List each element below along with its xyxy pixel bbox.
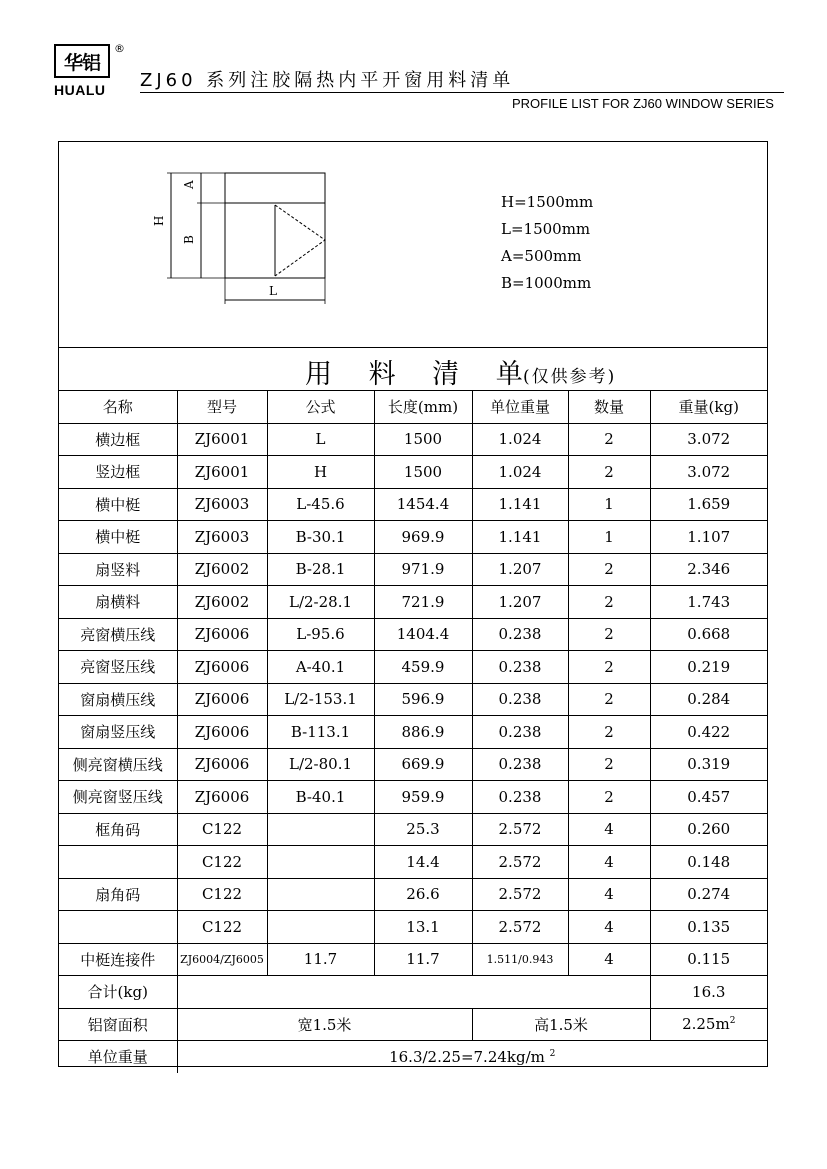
table-cell: 4 xyxy=(568,878,650,911)
table-cell: ZJ6006 xyxy=(177,683,267,716)
profile-list-frame xyxy=(58,141,768,1067)
header-cell: 单位重量 xyxy=(472,391,568,424)
table-cell: 2.346 xyxy=(650,553,767,586)
table-cell: 横边框 xyxy=(59,423,177,456)
table-cell: L-45.6 xyxy=(267,488,374,521)
table-cell: ZJ6001 xyxy=(177,456,267,489)
table-row xyxy=(59,456,767,489)
opening-triangle xyxy=(275,205,325,276)
table-row xyxy=(59,911,767,944)
label-a: A xyxy=(182,180,196,189)
table-cell: 0.238 xyxy=(472,781,568,814)
table-row xyxy=(59,781,767,814)
table-cell: L/2-28.1 xyxy=(267,586,374,619)
table-cell: L/2-80.1 xyxy=(267,748,374,781)
list-title: 用 料 清 单 xyxy=(305,359,537,390)
table-cell: 0.668 xyxy=(650,618,767,651)
table-row xyxy=(59,813,767,846)
table-cell: 669.9 xyxy=(374,748,472,781)
table-cell: 扇竖料 xyxy=(59,553,177,586)
table-row xyxy=(59,846,767,879)
table-cell: 0.274 xyxy=(650,878,767,911)
table-cell: ZJ6006 xyxy=(177,618,267,651)
table-cell: B-113.1 xyxy=(267,716,374,749)
table-cell: 2 xyxy=(568,716,650,749)
table-cell: ZJ6004/ZJ6005 xyxy=(177,943,267,976)
table-cell: 1.207 xyxy=(472,586,568,619)
table-cell: 971.9 xyxy=(374,553,472,586)
table-row xyxy=(59,683,767,716)
header-cell: 长度(mm) xyxy=(374,391,472,424)
table-cell: 459.9 xyxy=(374,651,472,684)
table-cell: L-95.6 xyxy=(267,618,374,651)
table-cell: 扇角码 xyxy=(59,878,177,911)
registered-mark: ® xyxy=(114,42,125,55)
header-cell: 重量(kg) xyxy=(650,391,767,424)
table-cell: 亮窗横压线 xyxy=(59,618,177,651)
table-cell: 0.148 xyxy=(650,846,767,879)
table-cell: ZJ6006 xyxy=(177,748,267,781)
dimension-params xyxy=(501,189,593,297)
unit-label: 单位重量 xyxy=(59,1041,177,1073)
table-row xyxy=(59,943,767,976)
table-cell xyxy=(59,911,177,944)
table-cell: ZJ6001 xyxy=(177,423,267,456)
list-title-row xyxy=(59,347,767,390)
header-cell: 型号 xyxy=(177,391,267,424)
table-cell xyxy=(267,911,374,944)
table-cell: 中梃连接件 xyxy=(59,943,177,976)
table-cell: 596.9 xyxy=(374,683,472,716)
area-row xyxy=(59,1008,767,1041)
table-cell: ZJ6006 xyxy=(177,716,267,749)
table-row xyxy=(59,748,767,781)
table-cell: 侧亮窗竖压线 xyxy=(59,781,177,814)
table-cell xyxy=(267,813,374,846)
param-h: H=1500mm xyxy=(501,193,594,211)
table-cell: 4 xyxy=(568,846,650,879)
table-cell: 0.219 xyxy=(650,651,767,684)
area-value: 2.25m xyxy=(682,1015,730,1034)
table-cell: 4 xyxy=(568,943,650,976)
table-cell: 11.7 xyxy=(267,943,374,976)
table-cell: ZJ6003 xyxy=(177,521,267,554)
table-cell: 2 xyxy=(568,618,650,651)
table-cell: 1.141 xyxy=(472,521,568,554)
table-cell: ZJ6006 xyxy=(177,781,267,814)
header-cell: 名称 xyxy=(59,391,177,424)
table-cell: 3.072 xyxy=(650,423,767,456)
table-cell: 11.7 xyxy=(374,943,472,976)
table-cell: C122 xyxy=(177,911,267,944)
unit-sup: 2 xyxy=(549,1048,556,1059)
table-cell: B-30.1 xyxy=(267,521,374,554)
total-blank xyxy=(177,976,650,1009)
material-table xyxy=(59,390,767,1073)
table-cell: 2 xyxy=(568,456,650,489)
table-cell: 竖边框 xyxy=(59,456,177,489)
table-row xyxy=(59,716,767,749)
window-diagram xyxy=(59,142,379,347)
table-cell: 4 xyxy=(568,911,650,944)
table-cell: B-40.1 xyxy=(267,781,374,814)
table-cell: 0.238 xyxy=(472,683,568,716)
table-cell: 1454.4 xyxy=(374,488,472,521)
table-cell: 886.9 xyxy=(374,716,472,749)
page-title-cn: ZJ60 系列注胶隔热内平开窗用料清单 xyxy=(140,70,515,91)
table-cell: 0.238 xyxy=(472,716,568,749)
table-row xyxy=(59,878,767,911)
table-cell xyxy=(267,846,374,879)
table-cell: 0.135 xyxy=(650,911,767,944)
table-cell: 2.572 xyxy=(472,878,568,911)
table-cell: L xyxy=(267,423,374,456)
area-height: 高1.5米 xyxy=(472,1008,650,1041)
table-cell: 2 xyxy=(568,683,650,716)
table-row xyxy=(59,586,767,619)
logo-cn: 华铝 xyxy=(54,44,110,78)
table-cell: 13.1 xyxy=(374,911,472,944)
table-cell: 1.659 xyxy=(650,488,767,521)
table-cell: ZJ6002 xyxy=(177,586,267,619)
table-cell: 26.6 xyxy=(374,878,472,911)
title-underline xyxy=(140,92,784,93)
table-cell: 侧亮窗横压线 xyxy=(59,748,177,781)
table-cell: C122 xyxy=(177,878,267,911)
table-cell: 2 xyxy=(568,423,650,456)
table-row xyxy=(59,423,767,456)
table-cell: 2 xyxy=(568,748,650,781)
table-cell: 1.207 xyxy=(472,553,568,586)
table-cell: 14.4 xyxy=(374,846,472,879)
table-cell: 横中梃 xyxy=(59,521,177,554)
table-cell: 1.743 xyxy=(650,586,767,619)
window-diagram-area xyxy=(59,142,767,347)
table-cell: 0.457 xyxy=(650,781,767,814)
unit-value-cell xyxy=(177,1041,767,1073)
total-value: 16.3 xyxy=(650,976,767,1009)
table-header-row xyxy=(59,391,767,424)
logo-en: HUALU xyxy=(54,82,106,98)
table-cell: L/2-153.1 xyxy=(267,683,374,716)
table-cell: 2.572 xyxy=(472,813,568,846)
table-cell: 0.238 xyxy=(472,748,568,781)
total-label: 合计(kg) xyxy=(59,976,177,1009)
label-h: H xyxy=(152,215,166,226)
area-label: 铝窗面积 xyxy=(59,1008,177,1041)
list-note: (仅供参考) xyxy=(523,367,617,387)
table-cell: 1.024 xyxy=(472,423,568,456)
table-cell xyxy=(267,878,374,911)
table-cell: 0.284 xyxy=(650,683,767,716)
table-cell: 25.3 xyxy=(374,813,472,846)
label-b: B xyxy=(182,235,196,244)
param-l: L=1500mm xyxy=(501,220,591,238)
table-cell: 1.024 xyxy=(472,456,568,489)
table-cell: 1.141 xyxy=(472,488,568,521)
table-cell: H xyxy=(267,456,374,489)
table-row xyxy=(59,618,767,651)
table-cell: 0.319 xyxy=(650,748,767,781)
page-title-en: PROFILE LIST FOR ZJ60 WINDOW SERIES xyxy=(512,96,774,111)
table-cell: 0.260 xyxy=(650,813,767,846)
table-cell: 2.572 xyxy=(472,846,568,879)
table-cell xyxy=(59,846,177,879)
table-cell: 0.238 xyxy=(472,651,568,684)
table-cell: 1.511/0.943 xyxy=(472,943,568,976)
table-cell: 4 xyxy=(568,813,650,846)
label-l: L xyxy=(269,284,277,298)
table-cell: 横中梃 xyxy=(59,488,177,521)
table-cell: 窗扇竖压线 xyxy=(59,716,177,749)
param-b: B=1000mm xyxy=(501,274,592,292)
area-width: 宽1.5米 xyxy=(177,1008,472,1041)
table-cell: 1500 xyxy=(374,456,472,489)
table-cell: 框角码 xyxy=(59,813,177,846)
table-cell: 3.072 xyxy=(650,456,767,489)
table-cell: 2 xyxy=(568,781,650,814)
table-cell: 959.9 xyxy=(374,781,472,814)
table-row xyxy=(59,651,767,684)
table-cell: C122 xyxy=(177,813,267,846)
table-cell: 721.9 xyxy=(374,586,472,619)
table-cell: 2.572 xyxy=(472,911,568,944)
unit-value: 16.3/2.25=7.24kg/m xyxy=(389,1047,545,1066)
table-row xyxy=(59,521,767,554)
table-cell: A-40.1 xyxy=(267,651,374,684)
area-sup: 2 xyxy=(729,1016,736,1027)
hualu-logo xyxy=(54,42,125,102)
table-cell: 969.9 xyxy=(374,521,472,554)
table-cell: ZJ6003 xyxy=(177,488,267,521)
table-cell: 2 xyxy=(568,553,650,586)
header-cell: 公式 xyxy=(267,391,374,424)
table-cell: 扇横料 xyxy=(59,586,177,619)
table-row xyxy=(59,488,767,521)
table-row xyxy=(59,553,767,586)
table-cell: 0.238 xyxy=(472,618,568,651)
table-cell: 1500 xyxy=(374,423,472,456)
total-row xyxy=(59,976,767,1009)
table-cell: 亮窗竖压线 xyxy=(59,651,177,684)
table-cell: 2 xyxy=(568,586,650,619)
table-cell: ZJ6006 xyxy=(177,651,267,684)
header-cell: 数量 xyxy=(568,391,650,424)
table-cell: 2 xyxy=(568,651,650,684)
table-cell: 1 xyxy=(568,488,650,521)
table-cell: ZJ6002 xyxy=(177,553,267,586)
table-cell: 0.422 xyxy=(650,716,767,749)
table-cell: 0.115 xyxy=(650,943,767,976)
table-cell: 窗扇横压线 xyxy=(59,683,177,716)
table-cell: B-28.1 xyxy=(267,553,374,586)
table-cell: 1404.4 xyxy=(374,618,472,651)
table-cell: 1.107 xyxy=(650,521,767,554)
table-cell: C122 xyxy=(177,846,267,879)
table-cell: 1 xyxy=(568,521,650,554)
param-a: A=500mm xyxy=(501,247,582,265)
area-value-cell xyxy=(650,1008,767,1041)
unit-weight-row xyxy=(59,1041,767,1073)
